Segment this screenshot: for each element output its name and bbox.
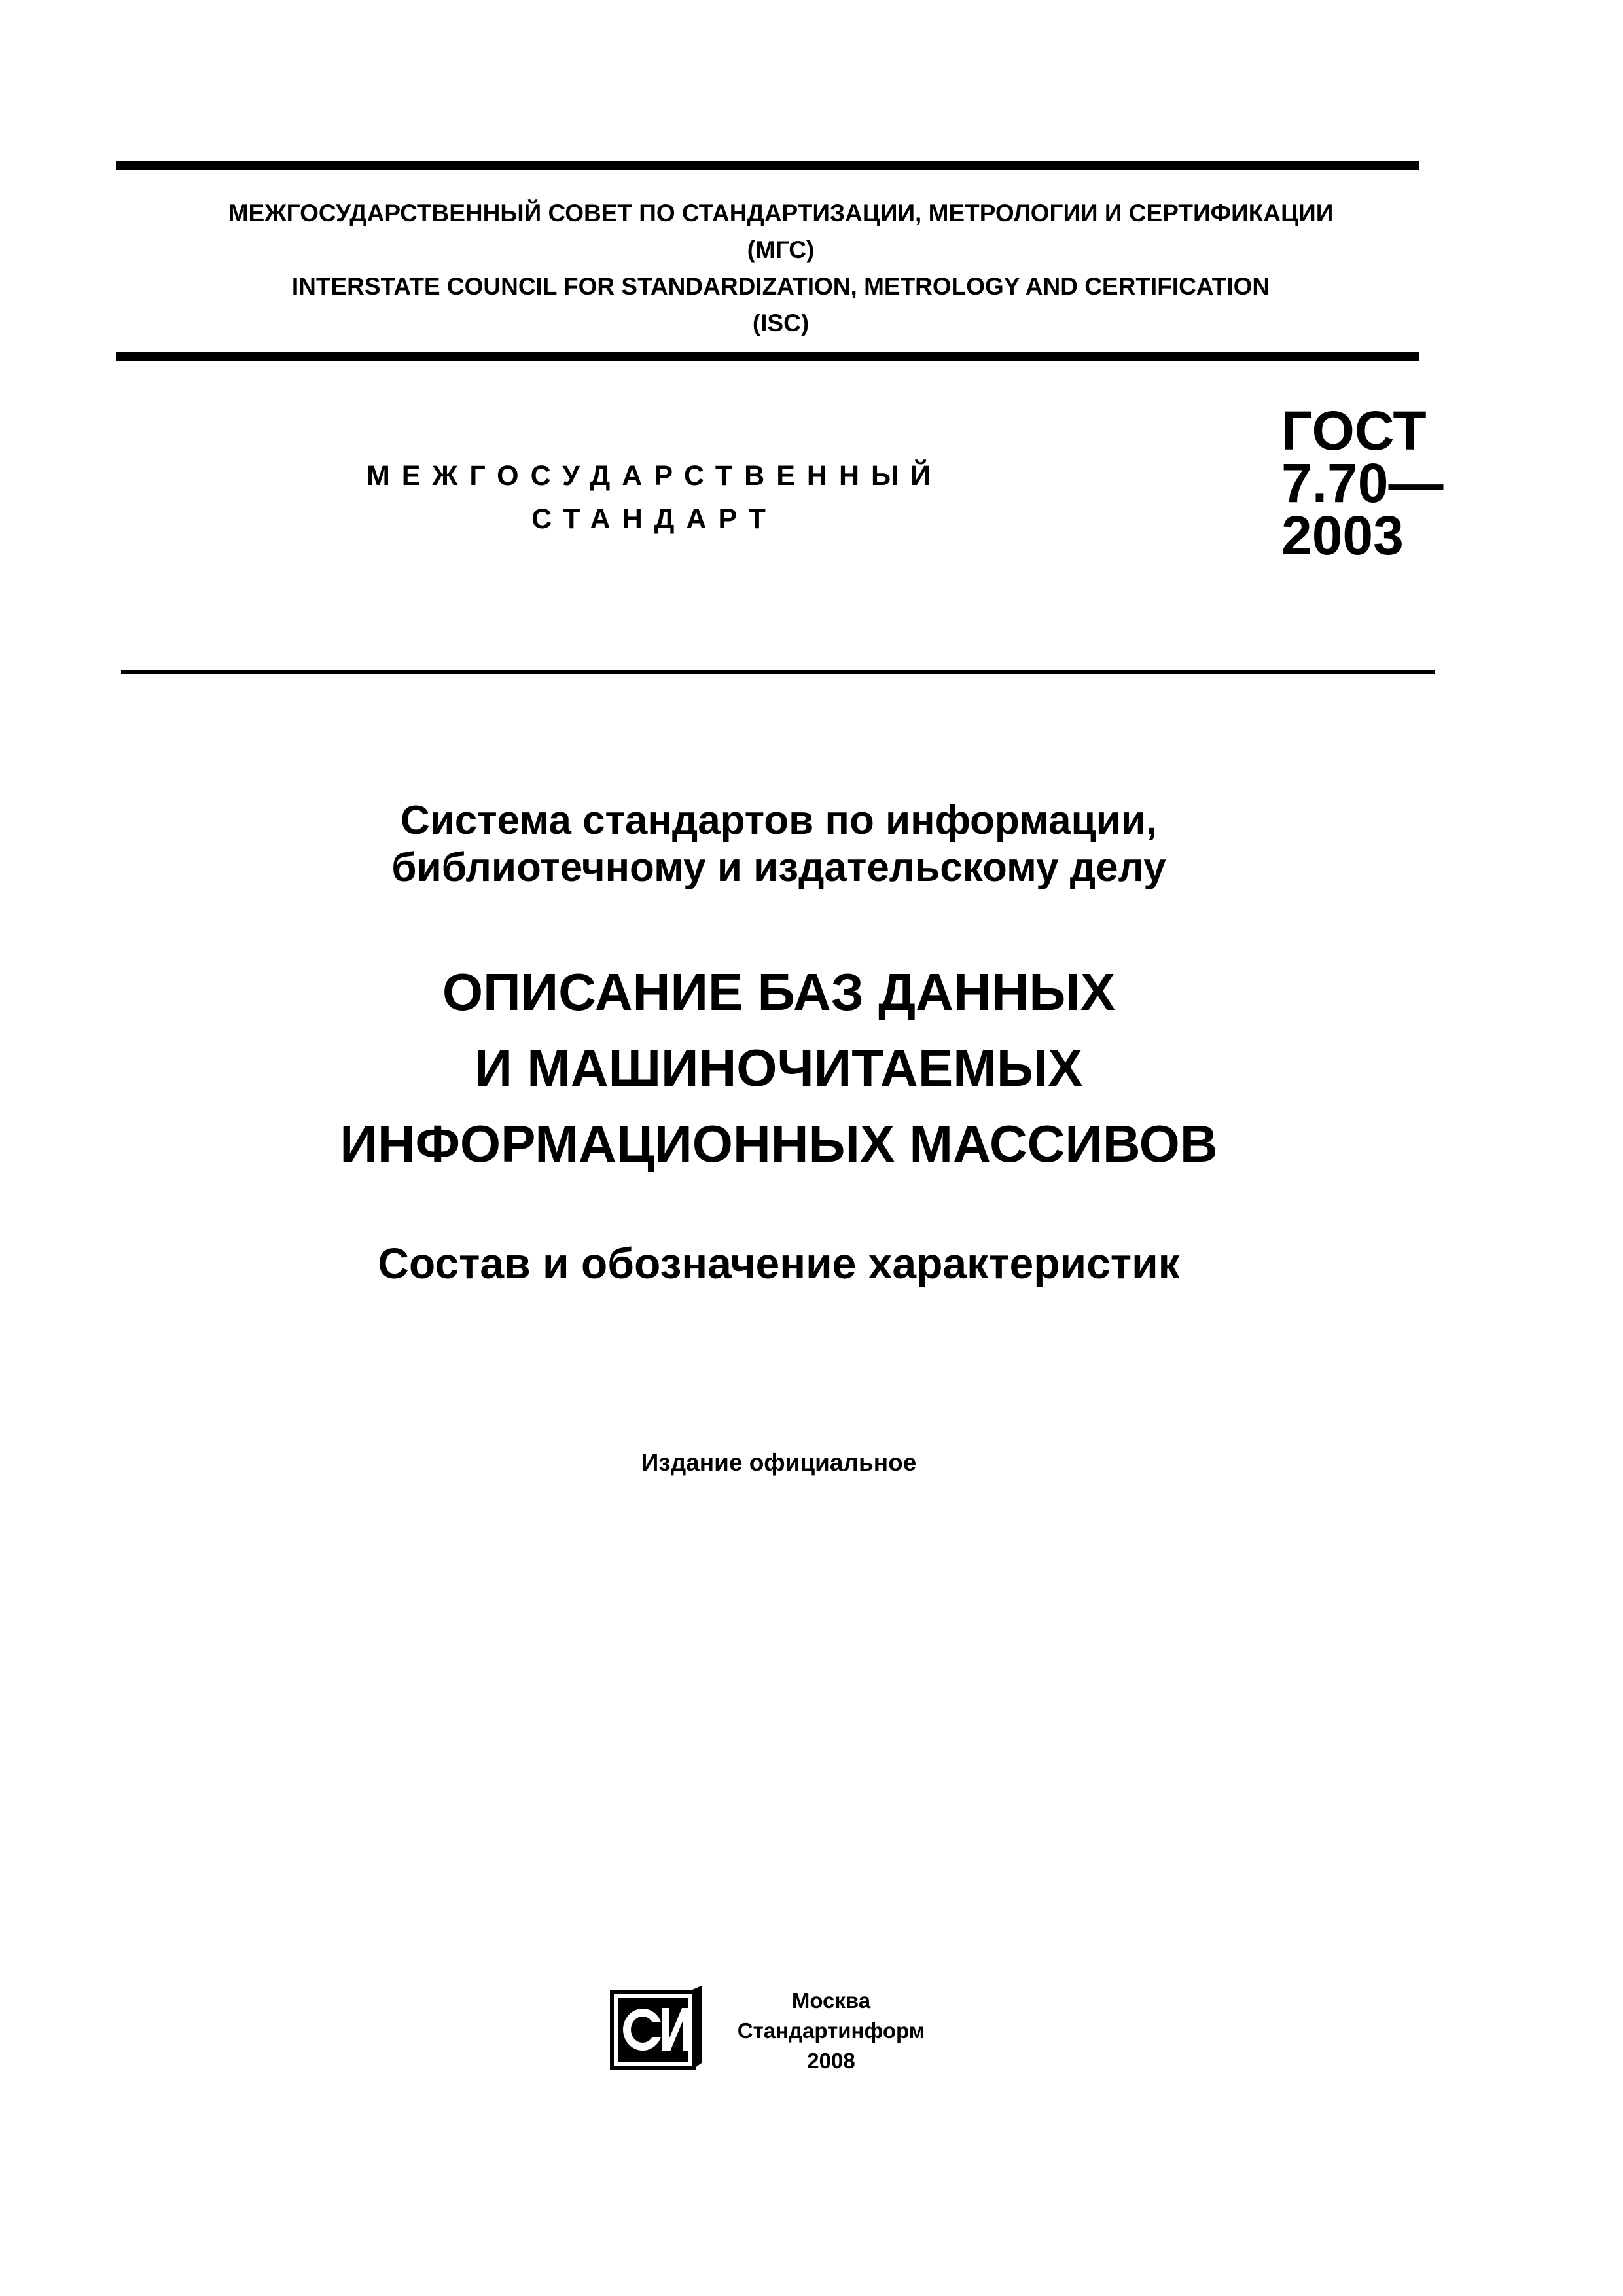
gost-prefix: ГОСТ — [1281, 400, 1427, 461]
document-title — [131, 954, 1427, 1182]
council-name-en: INTERSTATE COUNCIL FOR STANDARDIZATION, METROLOGY AND CERTIFICATION — [291, 273, 1270, 300]
imprint-year: 2008 — [807, 2049, 855, 2073]
standard-kind — [327, 454, 982, 541]
gost-designation — [1281, 400, 1444, 566]
document-subtitle: Состав и обозначение характеристик — [378, 1239, 1180, 1287]
imprint — [726, 1986, 936, 2076]
council-header — [116, 195, 1445, 342]
council-abbr-en: (ISC) — [752, 310, 810, 336]
standartinform-logo-icon — [609, 1986, 703, 2071]
series-title-line1: Система стандартов по информации, — [400, 798, 1158, 843]
document-title-line2: И МАШИНОЧИТАЕМЫХ — [474, 1039, 1083, 1097]
imprint-publisher: Стандартинформ — [737, 2018, 925, 2043]
document-title-line1: ОПИСАНИЕ БАЗ ДАННЫХ — [442, 963, 1116, 1021]
council-name-ru: МЕЖГОСУДАРСТВЕННЫЙ СОВЕТ ПО СТАНДАРТИЗАЦИИ, МЕТРОЛОГИИ И СЕРТИФИКАЦИИ — [228, 200, 1334, 226]
standard-kind-line2: СТАНДАРТ — [531, 503, 777, 535]
gost-number: 7.70— — [1281, 452, 1444, 514]
middle-rule — [116, 352, 1419, 361]
series-title — [131, 797, 1427, 891]
top-rule — [116, 161, 1419, 170]
lower-rule — [121, 670, 1435, 674]
standard-kind-line1: МЕЖГОСУДАРСТВЕННЫЙ — [366, 460, 943, 492]
edition-note: Издание официальное — [641, 1449, 917, 1476]
gost-year: 2003 — [1281, 505, 1404, 566]
imprint-city: Москва — [791, 1988, 871, 2013]
document-title-line3: ИНФОРМАЦИОННЫХ МАССИВОВ — [340, 1115, 1218, 1173]
council-abbr-ru: (МГС) — [747, 236, 815, 263]
series-title-line2: библиотечному и издательскому делу — [391, 845, 1166, 890]
